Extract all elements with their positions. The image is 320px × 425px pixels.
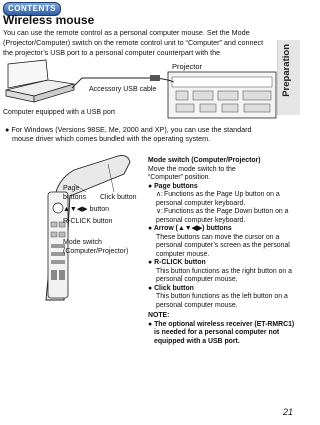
remote-control-illustration <box>34 152 134 302</box>
rclick-button-label: R-CLICK button <box>63 218 113 225</box>
page-up-item <box>148 191 296 208</box>
click-button-label: Click button <box>100 194 137 201</box>
button-descriptions <box>148 157 296 346</box>
windows-note-text: For Windows (Versions 98SE, Me, 2000 and XP), you can use the standard mouse driver which comes bundled with the operating system. <box>11 125 252 144</box>
usb-cable-label: Accessory USB cable <box>89 86 157 93</box>
rclick-heading: R-CLICK button <box>154 259 206 266</box>
rclick-text: This button functions as the right button on a personal computer mouse. <box>156 267 292 283</box>
note-heading: NOTE: <box>148 312 170 319</box>
mode-switch-label-2: (Computer/Projector) <box>63 248 129 255</box>
page-up-text: Functions as the Page Up button on a personal computer keyboard. <box>156 191 280 207</box>
section-side-tab-label: Preparation <box>281 44 292 97</box>
rclick-item: ● R-CLICK button <box>148 259 206 266</box>
intro-paragraph: You can use the remote control as a personal computer mouse. Set the Mode (Projector/Computer) switch on the remote control unit to “Computer” and connect the projector’s USB port to a personal computer counterpart with the <box>3 28 264 57</box>
page-buttons-heading: Page buttons <box>154 182 198 190</box>
page-down-item <box>148 208 296 225</box>
page-title: Wireless mouse <box>3 13 95 27</box>
laptop-icon <box>6 60 74 102</box>
click-heading: Click button <box>154 284 194 292</box>
contents-tab-label: CONTENTS <box>8 4 56 13</box>
mode-switch-heading: Mode switch (Computer/Projector) <box>148 157 261 164</box>
page-buttons-label-1: Page <box>63 185 80 192</box>
page-buttons-item: ● Page buttons <box>148 182 198 190</box>
click-text: This button functions as the left button on a personal computer mouse. <box>156 293 288 309</box>
section-side-tab <box>277 40 300 115</box>
arrow-button-label: ▲▼◀▶ button <box>63 206 110 213</box>
projector-label: Projector <box>172 62 203 71</box>
page-down-text: Functions as the Page Down button on a personal computer keyboard. <box>156 208 289 224</box>
page-up-symbol: ∧: <box>156 191 163 198</box>
arrow-buttons-heading: Arrow (▲▼◀▶) buttons <box>153 225 232 232</box>
click-item: ● Click button <box>148 284 194 292</box>
page-number: 21 <box>282 407 293 417</box>
note-item: ● The optional wireless receiver (ET-RMRC1) is needed for a personal computer not equipped with a USB port. <box>148 320 295 345</box>
mode-switch-label-1: Mode switch <box>63 239 102 246</box>
note-text: The optional wireless receiver (ET-RMRC1) is needed for a personal computer not equipped with a USB port. <box>154 320 295 345</box>
mode-switch-text-2: “Computer” position. <box>148 174 211 181</box>
computer-label: Computer equipped with a USB port <box>3 109 116 116</box>
arrow-buttons-text: These buttons can move the cursor on a personal computer’s screen as the personal computer mouse. <box>156 233 290 258</box>
mode-switch-text-1: Move the mode switch to the <box>148 165 236 173</box>
page-buttons-label-2: buttons <box>63 194 86 201</box>
windows-note: ● For Windows (Versions 98SE, Me, 2000 and XP), you can use the standard mouse driver which comes bundled with the operating system. <box>5 125 252 144</box>
arrow-buttons-item: ● Arrow (▲▼◀▶) buttons <box>148 225 232 232</box>
page-down-symbol: ∨: <box>156 208 163 215</box>
